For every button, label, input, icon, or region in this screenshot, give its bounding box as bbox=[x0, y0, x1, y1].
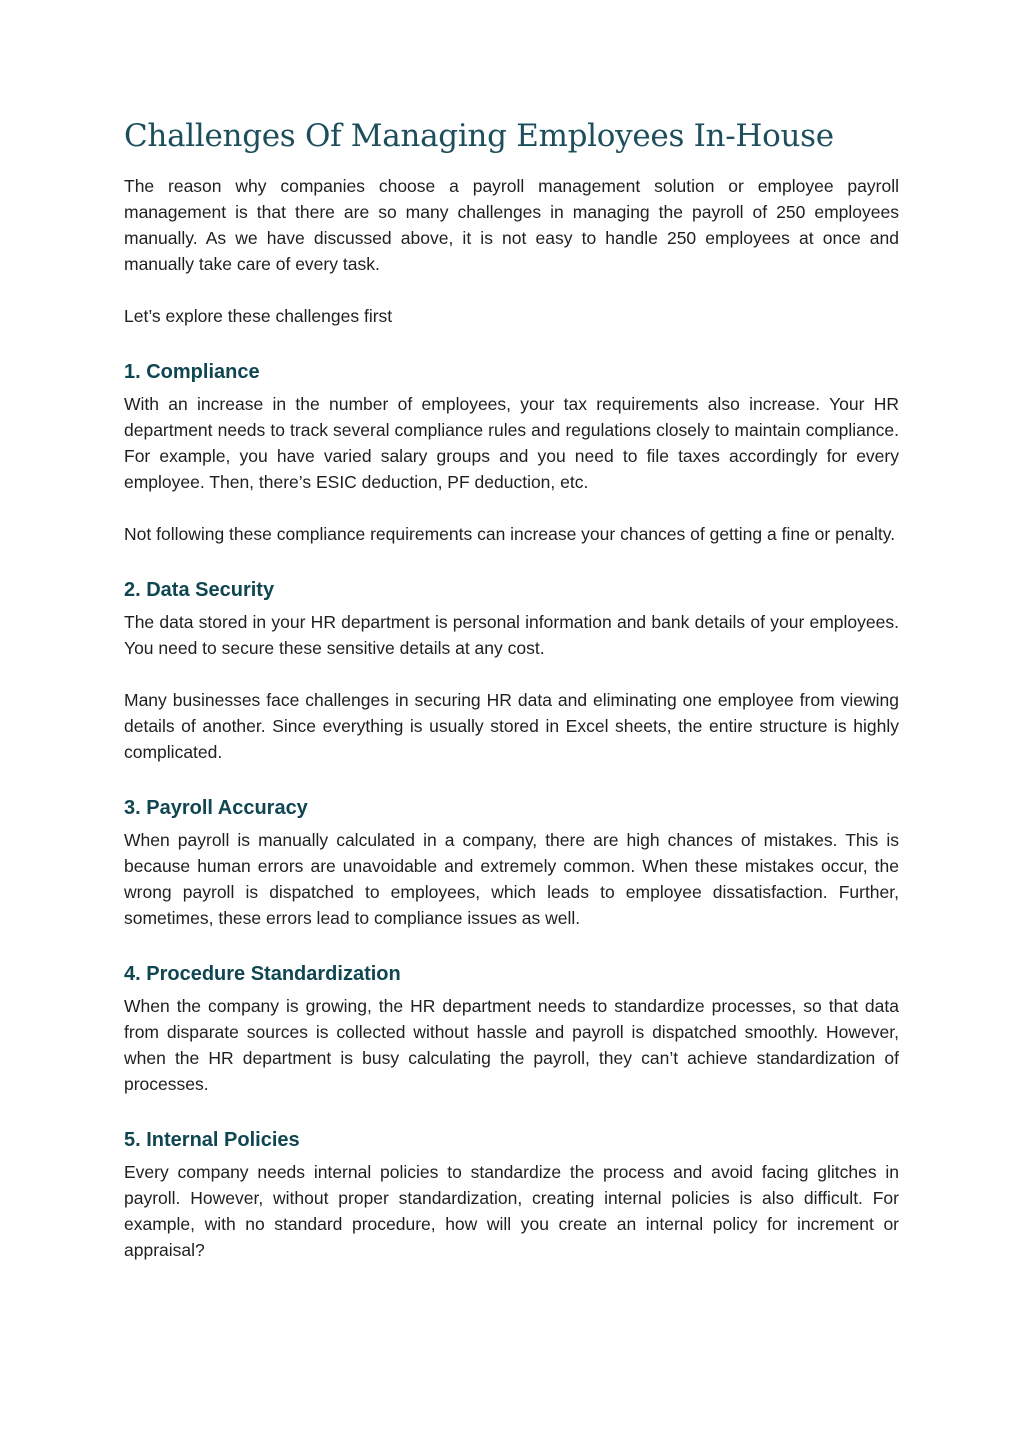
section-heading: 4. Procedure Standardization bbox=[124, 963, 401, 986]
intro-paragraph: The reason why companies choose a payroll management solution or employee payroll management is that there are so many challenges in managing the payroll of 250 employees manually. As we have discussed above, it is not easy to handle 250 employees at once and manually take care of every task. bbox=[124, 176, 899, 275]
section-data-security bbox=[124, 577, 899, 765]
section-paragraph: The data stored in your HR department is personal information and bank details of your employees. You need to secure these sensitive details at any cost. bbox=[124, 612, 899, 659]
section-paragraph: Not following these compliance requirements can increase your chances of getting a fine or penalty. bbox=[124, 524, 896, 545]
page-title: Challenges Of Managing Employees In-House bbox=[124, 118, 834, 154]
section-paragraph: Many businesses face challenges in securing HR data and eliminating one employee from viewing details of another. Since everything is usually stored in Excel sheets, the entire structure is highly complicated. bbox=[124, 690, 899, 763]
section-paragraph: With an increase in the number of employees, your tax requirements also increase. Your HR department needs to track several compliance rules and regulations closely to maintain compliance. For example, you have varied salary groups and you need to file taxes accordingly for every employee. Then, there’s ESIC deduction, PF deduction, etc. bbox=[124, 394, 899, 493]
intro-paragraph: Let’s explore these challenges first bbox=[124, 306, 393, 327]
section-heading: 2. Data Security bbox=[124, 579, 275, 602]
section-paragraph: When payroll is manually calculated in a company, there are high chances of mistakes. This is because human errors are unavoidable and extremely common. When these mistakes occur, the wrong payroll is dispatched to employees, which leads to employee dissatisfaction. Further, sometimes, these errors lead to compliance issues as well. bbox=[124, 830, 899, 929]
section-paragraph: Every company needs internal policies to standardize the process and avoid facing glitches in payroll. However, without proper standardization, creating internal policies is also difficult. For example, with no standard procedure, how will you create an internal policy for increment or appraisal? bbox=[124, 1162, 899, 1261]
section-heading: 5. Internal Policies bbox=[124, 1129, 300, 1152]
section-payroll-accuracy bbox=[124, 795, 899, 931]
section-paragraph: When the company is growing, the HR department needs to standardize processes, so that data from disparate sources is collected without hassle and payroll is dispatched smoothly. However, when the HR department is busy calculating the payroll, they can’t achieve standardization of processes. bbox=[124, 996, 899, 1095]
section-compliance bbox=[124, 359, 899, 547]
document-page bbox=[124, 118, 899, 1263]
section-internal-policies bbox=[124, 1127, 899, 1263]
section-procedure-standardization bbox=[124, 961, 899, 1097]
section-heading: 1. Compliance bbox=[124, 361, 260, 384]
section-heading: 3. Payroll Accuracy bbox=[124, 797, 308, 820]
